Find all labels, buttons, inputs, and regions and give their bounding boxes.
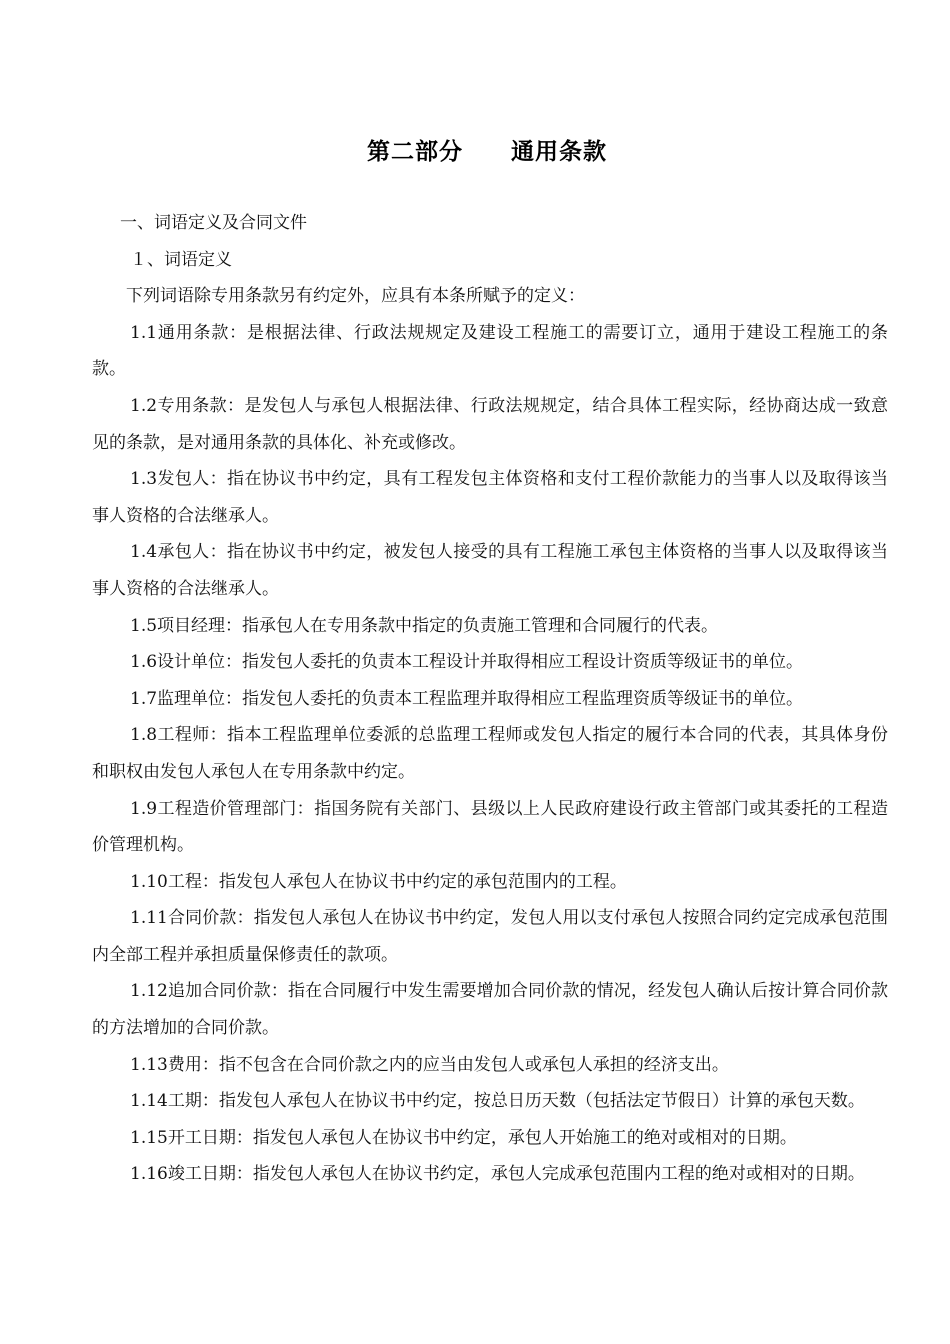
- page-title: 第二部分 通用条款: [367, 139, 607, 165]
- clause-paragraph: 1.13费用：指不包含在合同价款之内的应当由发包人或承包人承担的经济支出。: [130, 1054, 729, 1075]
- clause-paragraph: 1.2专用条款：是发包人与承包人根据法律、行政法规规定，结合具体工程实际，经协商达成一致意见的条款，是对通用条款的具体化、补充或修改。: [92, 395, 888, 453]
- clause-paragraph: 1.14工期：指发包人承包人在协议书中约定，按总日历天数（包括法定节假日）计算的承包天数。: [130, 1091, 865, 1112]
- clause-paragraph: 1.4承包人：指在协议书中约定，被发包人接受的具有工程施工承包主体资格的当事人以及取得该当事人资格的合法继承人。: [92, 542, 888, 599]
- clause-paragraph: 1.11合同价款：指发包人承包人在协议书中约定，发包人用以支付承包人按照合同约定完成承包范围内全部工程并承担质量保修责任的款项。: [92, 908, 888, 965]
- clause-paragraph: 1.10工程：指发包人承包人在协议书中约定的承包范围内的工程。: [130, 871, 627, 892]
- clause-paragraph: 1.5项目经理：指承包人在专用条款中指定的负责施工管理和合同履行的代表。: [130, 615, 719, 636]
- clause-paragraph: 1.16竣工日期：指发包人承包人在协议书约定，承包人完成承包范围内工程的绝对或相对的日期。: [130, 1164, 865, 1185]
- intro-paragraph: 下列词语除专用条款另有约定外，应具有本条所赋予的定义：: [126, 286, 585, 307]
- document-body: [92, 205, 888, 1193]
- subsection-heading: １、词语定义: [130, 249, 232, 270]
- clause-paragraph: 1.15开工日期：指发包人承包人在协议书中约定，承包人开始施工的绝对或相对的日期。: [130, 1127, 797, 1148]
- clause-paragraph: 1.1通用条款：是根据法律、行政法规规定及建设工程施工的需要订立，通用于建设工程施工的条款。: [92, 322, 888, 380]
- clause-paragraph: 1.12追加合同价款：指在合同履行中发生需要增加合同价款的情况，经发包人确认后按计算合同价款的方法增加的合同价款。: [92, 981, 888, 1039]
- section-heading: 一、词语定义及合同文件: [120, 213, 307, 233]
- clause-paragraph: 1.8工程师：指本工程监理单位委派的总监理工程师或发包人指定的履行本合同的代表，其具体身份和职权由发包人承包人在专用条款中约定。: [92, 725, 888, 782]
- clause-paragraph: 1.3发包人：指在协议书中约定，具有工程发包主体资格和支付工程价款能力的当事人以及取得该当事人资格的合法继承人。: [92, 469, 888, 526]
- clause-paragraph: 1.9工程造价管理部门：指国务院有关部门、县级以上人民政府建设行政主管部门或其委托的工程造价管理机构。: [92, 798, 888, 856]
- clause-paragraph: 1.6设计单位：指发包人委托的负责本工程设计并取得相应工程设计资质等级证书的单位。: [130, 652, 804, 673]
- clause-paragraph: 1.7监理单位：指发包人委托的负责本工程监理并取得相应工程监理资质等级证书的单位。: [130, 688, 804, 709]
